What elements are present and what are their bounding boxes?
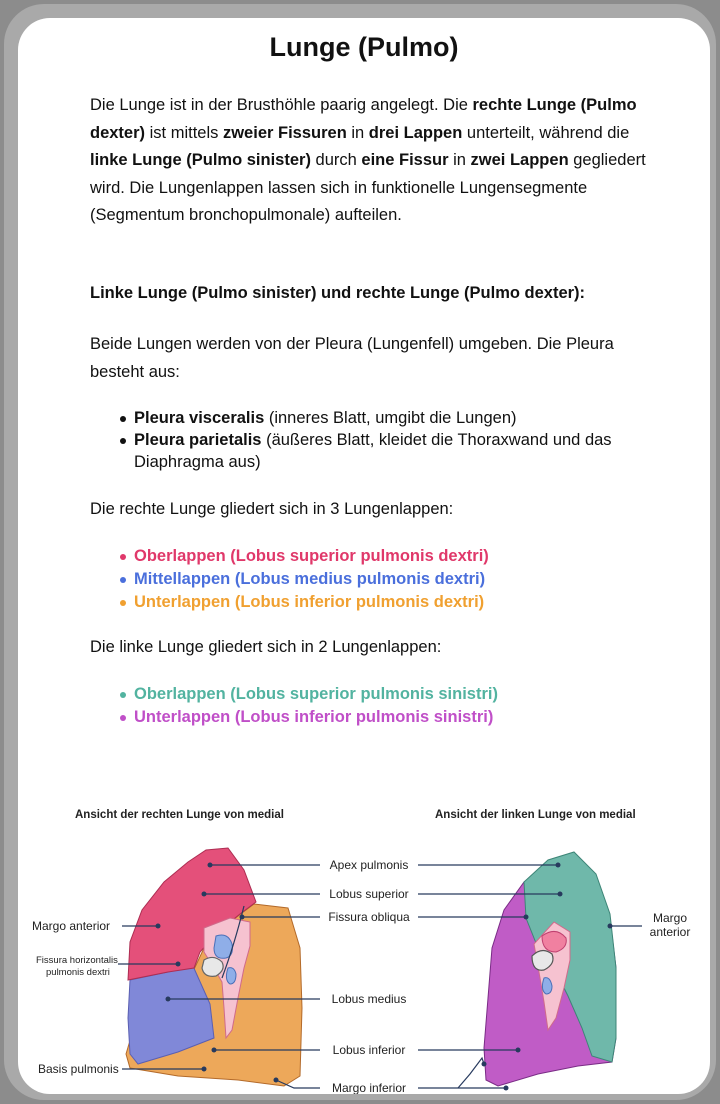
label-margo-anterior-right: Margo anterior: [32, 919, 111, 933]
lung-illustration: [18, 818, 710, 1094]
label-margo-inferior: Margo inferior: [331, 1081, 407, 1095]
right-lobe-upper: Oberlappen (Lobus superior pulmonis dextri): [90, 545, 650, 568]
label-margo-anterior-left: Margo: [652, 911, 688, 925]
label-basis: Basis pulmonis: [38, 1062, 119, 1076]
label-lobus-inferior: Lobus inferior: [332, 1043, 406, 1057]
figure-title-right: Ansicht der rechten Lunge von medial: [75, 809, 284, 821]
label-fissura-horizontalis-2: pulmonis dextri: [46, 967, 110, 978]
right-lobe-lower: Unterlappen (Lobus inferior pulmonis dextri): [90, 591, 650, 614]
label-margo-anterior-left-2: anterior: [649, 925, 691, 939]
label-lobus-medius: Lobus medius: [331, 992, 407, 1006]
label-apex: Apex pulmonis: [329, 858, 409, 872]
left-lobe-lower: Unterlappen (Lobus inferior pulmonis sinistri): [90, 706, 650, 729]
left-lobe-upper: Oberlappen (Lobus superior pulmonis sinistri): [90, 683, 650, 706]
device-frame: [4, 4, 716, 1100]
right-lobe-middle: Mittellappen (Lobus medius pulmonis dextri): [90, 568, 650, 591]
left-lung-drawing: [484, 852, 616, 1086]
label-fissura-horizontalis: Fissura horizontalis: [36, 955, 118, 966]
section-subheading: Linke Lunge (Pulmo sinister) und rechte Lunge (Pulmo dexter):: [90, 284, 586, 302]
pleura-intro: Beide Lungen werden von der Pleura (Lungenfell) umgeben. Die Pleura besteht aus:: [90, 335, 614, 381]
label-fissura-obliqua: Fissura obliqua: [328, 910, 410, 924]
pleura-list: [90, 407, 650, 473]
left-lobes-list: [90, 683, 650, 729]
left-lung-intro: Die linke Lunge gliedert sich in 2 Lungenlappen:: [90, 638, 442, 656]
label-lobus-superior: Lobus superior: [329, 887, 409, 901]
list-item: Pleura parietalis (äußeres Blatt, kleidet die Thoraxwand und das Diaphragma aus): [90, 429, 650, 473]
intro-paragraph: Die Lunge ist in der Brusthöhle paarig angelegt. Die rechte Lunge (Pulmo dexter) ist mittels zweier Fissuren in drei Lappen unterteilt, während die linke Lunge (Pulmo sinister) durch eine Fissur in zwei Lappen gegliedert wird. Die Lungenlappen lassen sich in funktionelle Lungensegmente (Segmentum bronchopulmonale) aufteilen.: [90, 96, 646, 224]
page-title: Lunge (Pulmo): [269, 32, 459, 62]
list-item: Pleura visceralis (inneres Blatt, umgibt die Lungen): [90, 407, 650, 429]
content-card: [18, 18, 710, 1094]
right-lung-intro: Die rechte Lunge gliedert sich in 3 Lungenlappen:: [90, 500, 454, 518]
figure-title-left: Ansicht der linken Lunge von medial: [435, 809, 636, 821]
right-lobes-list: [90, 545, 650, 614]
